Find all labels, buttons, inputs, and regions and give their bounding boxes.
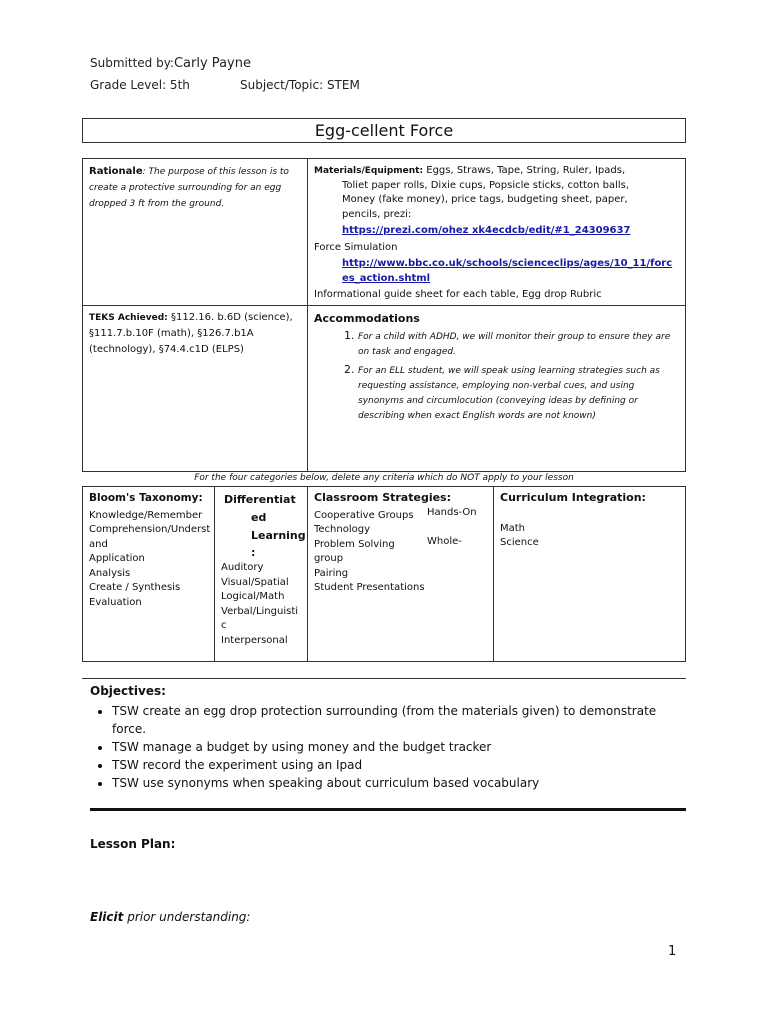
materials-first-line: Eggs, Straws, Tape, String, Ruler, Ipads, (423, 165, 626, 176)
blooms-item: Application (89, 553, 145, 564)
objective-item: • TSW record the experiment using an Ipad (112, 756, 690, 774)
differentiated-item: Interpersonal (221, 634, 288, 646)
materials-line: Toliet paper rolls, Dixie cups, Popsicle sticks, cotton balls, (342, 179, 630, 191)
categories-divider-3 (493, 486, 494, 662)
teks-cell (84, 306, 306, 362)
subject-topic: Subject/Topic: STEM (240, 78, 360, 92)
blooms-item: Create / Synthesis (89, 582, 181, 593)
objective-item: • TSW manage a budget by using money and the budget tracker (112, 738, 690, 756)
curriculum-item: Math (500, 522, 526, 534)
objective-item: • TSW create an egg drop protection surrounding (from the materials given) to demonstrate force. (112, 702, 690, 738)
submitted-by (90, 56, 251, 71)
classroom-item: Student Presentations (314, 582, 425, 593)
lesson-plan-label: Lesson Plan: (90, 837, 176, 851)
rationale-label: Rationale (89, 166, 143, 177)
classroom-item: Cooperative Groups (314, 509, 414, 521)
accommodations-list (314, 328, 680, 424)
classroom-item: Technology (314, 524, 371, 535)
blooms-item: and (89, 538, 108, 550)
divider (82, 678, 686, 679)
classroom-item: Pairing (314, 567, 349, 579)
teks-label: TEKS Achieved: (89, 313, 168, 323)
classroom-item-hands-on: Hands-On (427, 507, 477, 518)
elicit-heading (90, 910, 250, 924)
materials-line: Money (fake money), price tags, budgeting sheet, paper, (342, 194, 628, 205)
differentiated-item: Auditory (221, 562, 264, 573)
classroom-item-whole: Whole- (427, 536, 462, 547)
accommodation-item: 2. For an ELL student, we will speak using learning strategies such as requesting assistance, employing non-verbal cues, and using synonyms and circumlocution (conveying ideas by defining or describing when exact English words are not known) (358, 362, 680, 424)
objective-item: • TSW use synonyms when speaking about curriculum based vocabulary (112, 774, 690, 792)
curriculum-label: Curriculum Integration: (500, 491, 646, 504)
accommodations-cell (309, 307, 685, 430)
force-simulation-label: Force Simulation (314, 241, 398, 253)
differentiated-item: Logical/Math (221, 591, 285, 602)
rationale-cell (84, 160, 306, 216)
top-table-divider (307, 158, 308, 472)
prezi-link[interactable]: https://prezi.com/ohez xk4ecdcb/edit/#1_24309637 (342, 225, 631, 236)
materials-line: pencils, prezi: (342, 208, 412, 220)
objectives-section (90, 684, 690, 792)
differentiated-label: : (251, 546, 256, 559)
bbc-link[interactable]: http://www.bbc.co.uk/schools/scienceclips/ages/10_11/forc (342, 258, 673, 269)
blooms-item: Evaluation (89, 596, 142, 608)
differentiated-item: c (221, 620, 227, 631)
classroom-item: Problem Solving (314, 538, 395, 550)
materials-guide: Informational guide sheet for each table, Egg drop Rubric (314, 289, 602, 300)
objectives-label: Objectives: (90, 684, 166, 698)
curriculum-item: Science (500, 537, 539, 548)
differentiated-label: ed (251, 511, 267, 524)
differentiated-item: Verbal/Linguisti (221, 605, 299, 617)
instructions-note: For the four categories below, delete any criteria which do NOT apply to your lesson (194, 473, 574, 483)
differentiated-item: Visual/Spatial (221, 576, 289, 588)
curriculum-cell (495, 487, 685, 555)
differentiated-cell (216, 487, 308, 652)
objectives-list (90, 702, 690, 792)
materials-cell (309, 160, 685, 307)
rationale-text: : The purpose of this lesson is to create a protective surrounding for an egg dropped 3 ft from the ground. (89, 167, 289, 209)
blooms-item: Comprehension/Underst (89, 524, 211, 535)
materials-label: Materials/Equipment: (314, 166, 424, 176)
classroom-cell (309, 487, 493, 600)
page-number: 1 (668, 944, 677, 959)
teks-text: §112.16. b.6D (science), §111.7.b.10F (math), §126.7.b1A (technology), §74.4.c1D (ELPS) (89, 312, 293, 355)
accommodation-item: 1. For a child with ADHD, we will monitor their group to ensure they are on task and engaged. (358, 328, 680, 360)
grade-level: Grade Level: 5th (90, 78, 190, 92)
differentiated-label: Differentiat (224, 493, 296, 506)
blooms-item: Knowledge/Remember (89, 509, 203, 521)
categories-divider-1 (214, 486, 215, 662)
bbc-link-continued[interactable]: es_action.shtml (342, 272, 431, 284)
blooms-item: Analysis (89, 567, 131, 579)
submitted-label: Submitted by: (90, 56, 174, 70)
classroom-label: Classroom Strategies: (314, 491, 451, 504)
thick-divider (90, 808, 686, 811)
elicit-rest: prior understanding: (123, 910, 251, 924)
blooms-cell (84, 487, 214, 614)
accommodations-label: Accommodations (314, 312, 420, 325)
classroom-item: group (314, 553, 344, 564)
document-title: Egg-cellent Force (82, 118, 686, 143)
blooms-label: Bloom's Taxonomy: (89, 492, 203, 504)
differentiated-label: Learning (251, 529, 306, 542)
submitted-name: Carly Payne (173, 56, 251, 71)
elicit-bold: Elicit (90, 910, 124, 924)
